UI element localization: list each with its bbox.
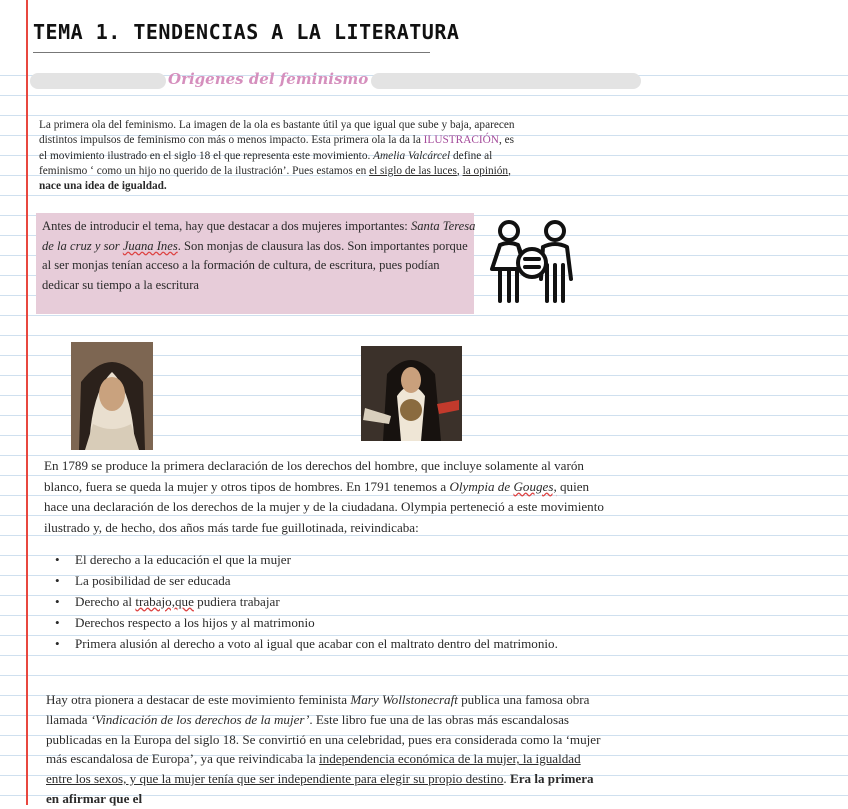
subtitle-decoration-left (30, 73, 166, 89)
paragraph-dos-mujeres: Antes de introducir el tema, hay que destacar a dos mujeres importantes: Santa Teresa de la cruz y sor Juana Ines. Son monjas de clausura las dos. Son importantes porque al ser monjas tenían acceso a la formación de cultura, de escritura, pues podían dedicar su tiempo a la escritura (42, 219, 476, 292)
list-item: • Derecho al trabajo,que pudiera trabajar (50, 592, 570, 613)
paragraph-primera-ola: La primera ola del feminismo. La imagen de la ola es bastante útil ya que igual que sube y baja, aparecen distintos impulsos de feminismo con más o menos impacto. Esta primera ola la da la ILUSTRACIÓN, es el movimiento ilustrado en el siglo 18 el que representa este movimiento. Amelia Valcárcel define al feminismo ‘ como un hijo no querido de la ilustración’. Pues estamos en el siglo de las luces, la opinión, nace una idea de igualdad. (39, 119, 515, 193)
reivindicaciones-list (50, 550, 570, 655)
notebook-margin-line (26, 0, 28, 805)
list-item: • La posibilidad de ser educada (50, 571, 570, 592)
paragraph-1789: En 1789 se produce la primera declaración de los derechos del hombre, que incluye solamente al varón blanco, fuera se queda la mujer y otros tipos de hombres. En 1791 tenemos a Olympia de Gouges, quien hace una declaración de los derechos de la mujer y de la ciudadana. Olympia perteneció a este movimiento ilustrado y, de hecho, dos años más tarde fue guillotinada, reivindicaba: (44, 458, 604, 535)
photo-sor-juana (361, 346, 462, 441)
gender-equality-icon (487, 219, 576, 307)
paragraph-wollstonecraft: Hay otra pionera a destacar de este movimiento feminista Mary Wollstonecraft publica una famosa obra llamada ‘Vindicación de los derechos de la mujer’. Este libro fue una de las obras más escandalosas publicadas en la Europa del siglo 18. Se convirtió en una celebridad, pues era considerada como la ‘mujer más escandalosa de Europa’, ya que reivindicaba la independencia económica de la mujer, la igualdad entre los sexos, y que la mujer tenía que ser independiente para elegir su propio destino. Era la primera en afirmar que el (46, 692, 601, 806)
author-name: Amelia Valcárcel (373, 149, 451, 162)
list-item: • Derechos respecto a los hijos y al matrimonio (50, 613, 570, 634)
portrait-sor-juana-illustration (361, 346, 462, 441)
portrait-nun-illustration (71, 342, 153, 450)
photo-santa-teresa (71, 342, 153, 450)
subtitle-decoration-right (371, 73, 641, 89)
section-subtitle: Origenes del feminismo (168, 70, 369, 88)
title-underline (33, 52, 430, 53)
list-item: • El derecho a la educación el que la mujer (50, 550, 570, 571)
page-title: TEMA 1. TENDENCIAS A LA LITERATURA (33, 20, 460, 44)
list-item: • Primera alusión al derecho a voto al igual que acabar con el maltrato dentro del matrimonio. (50, 634, 570, 655)
term-ilustracion: ILUSTRACIÓN (423, 134, 499, 147)
